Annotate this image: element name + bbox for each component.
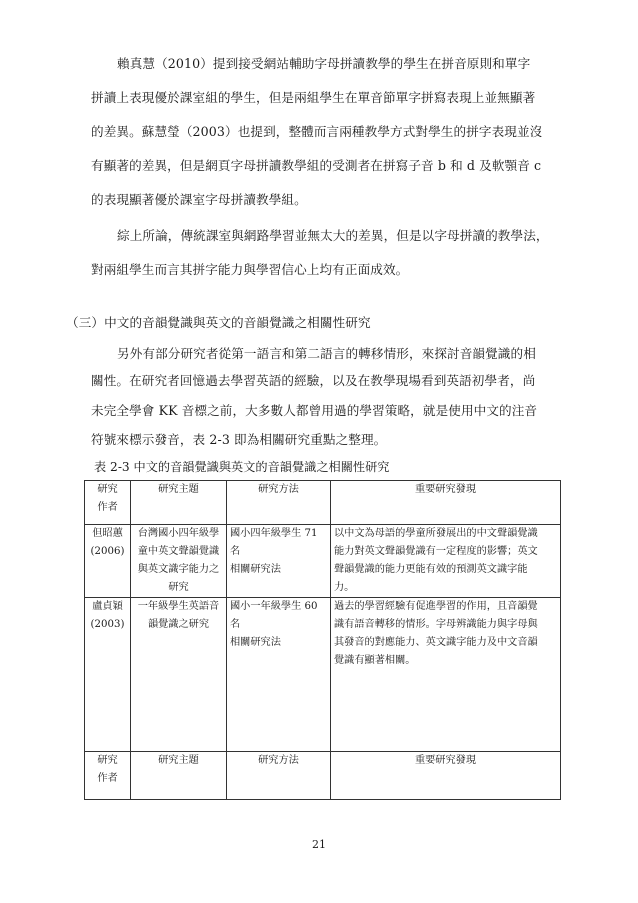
row-2-author-year: (2003)	[90, 619, 125, 630]
section-heading: （三）中文的音韻覺識與英文的音韻覺識之相關性研究	[66, 315, 371, 330]
repeat-header-method: 研究方法	[227, 752, 331, 800]
header-author-line: 研究	[97, 484, 118, 495]
row-1-method-line: 國小四年級學生 71 名	[230, 528, 318, 557]
header-findings: 重要研究發現	[331, 481, 561, 525]
row-1-method-cell	[227, 525, 331, 598]
row-2-findings-cell	[331, 598, 561, 752]
row-1-topic-cell	[131, 525, 227, 598]
paragraph-1-line-3: 的差異。蘇慧瑩（2003）也提到，整體而言兩種教學方式對學生的拼字表現並沒	[91, 124, 543, 139]
row-1-topic-line: 研究	[168, 582, 189, 593]
paragraph-1-line-5: 的表現顯著優於課室字母拼讀教學組。	[91, 192, 307, 207]
header-topic: 研究主題	[131, 481, 227, 525]
row-1-topic-line: 台灣國小四年級學	[137, 528, 220, 539]
row-1-topic-line: 與英文識字能力之	[137, 564, 220, 575]
row-1-method-line: 相關研究法	[230, 564, 281, 575]
row-2-topic-line: 韻覺識之研究	[147, 619, 210, 630]
row-2-topic-cell	[131, 598, 227, 752]
literature-table	[84, 480, 561, 800]
table-row	[85, 525, 561, 598]
paragraph-3-line-2: 關性。在研究者回憶過去學習英語的經驗，以及在教學現場看到英語初學者，尚	[91, 373, 536, 388]
repeat-header-author-line: 作者	[97, 773, 118, 784]
row-2-topic-line: 一年級學生英語音	[137, 601, 220, 612]
table-row	[85, 598, 561, 752]
row-2-findings-line: 過去的學習經驗有促進學習的作用，且音韻覺	[334, 601, 538, 612]
header-author-cell	[85, 481, 131, 525]
repeat-header-topic: 研究主題	[131, 752, 227, 800]
table-caption: 表 2-3 中文的音韻覺識與英文的音韻覺識之相關性研究	[94, 460, 390, 474]
row-2-author-name: 盧貞穎	[92, 601, 123, 612]
row-1-findings-line: 以中文為母語的學童所發展出的中文聲韻覺識	[334, 528, 538, 539]
paragraph-1-line-2: 拼讀上表現優於課室組的學生，但是兩組學生在單音節單字拼寫表現上並無顯著	[91, 90, 536, 105]
row-1-author-name: 但昭蕙	[92, 528, 123, 539]
table-header-row	[85, 481, 561, 525]
row-1-author-cell	[85, 525, 131, 598]
repeat-header-author-cell	[85, 752, 131, 800]
row-1-findings-line: 聲韻覺識的能力更能有效的預測英文識字能	[334, 564, 528, 575]
page-number: 21	[312, 838, 326, 851]
paragraph-1-line-4: 有顯著的差異，但是網頁字母拼讀教學組的受測者在拼寫子音 b 和 d 及軟顎音 c	[91, 158, 542, 173]
table-header-row-repeat	[85, 752, 561, 800]
row-2-method-cell	[227, 598, 331, 752]
header-method: 研究方法	[227, 481, 331, 525]
repeat-header-author-line: 研究	[97, 755, 118, 766]
row-1-topic-line: 童中英文聲韻覺識	[137, 546, 220, 557]
paragraph-3-line-4: 符號來標示發音，表 2-3 即為相關研究重點之整理。	[91, 432, 387, 447]
paragraph-2-line-1: 綜上所論，傳統課室與網路學習並無太大的差異，但是以字母拼讀的教學法，	[117, 228, 549, 243]
row-1-findings-cell	[331, 525, 561, 598]
paragraph-3-line-3: 未完全學會 KK 音標之前，大多數人都曾用過的學習策略，就是使用中文的注音	[91, 403, 538, 418]
row-2-findings-line: 覺識有顯著相關。	[334, 655, 416, 666]
row-2-author-cell	[85, 598, 131, 752]
paragraph-2-line-2: 對兩組學生而言其拼字能力與學習信心上均有正面成效。	[91, 262, 409, 277]
row-1-findings-line: 力。	[334, 582, 355, 593]
row-2-findings-line: 其發音的對應能力、英文識字能力及中文音韻	[334, 637, 538, 648]
paragraph-1-line-1: 賴真慧（2010）提到接受網站輔助字母拼讀教學的學生在拼音原則和單字	[117, 56, 531, 71]
row-2-findings-line: 識有語音轉移的情形。字母辨識能力與字母與	[334, 619, 538, 630]
row-1-findings-line: 能力對英文聲韻覺識有一定程度的影響；英文	[334, 546, 538, 557]
repeat-header-findings: 重要研究發現	[331, 752, 561, 800]
row-2-method-line: 相關研究法	[230, 637, 281, 648]
paragraph-3-line-1: 另外有部分研究者從第一語言和第二語言的轉移情形，來探討音韻覺識的相	[117, 346, 536, 361]
row-1-author-year: (2006)	[90, 546, 125, 557]
header-author-line: 作者	[97, 502, 118, 513]
row-2-method-line: 國小一年級學生 60 名	[230, 601, 318, 630]
